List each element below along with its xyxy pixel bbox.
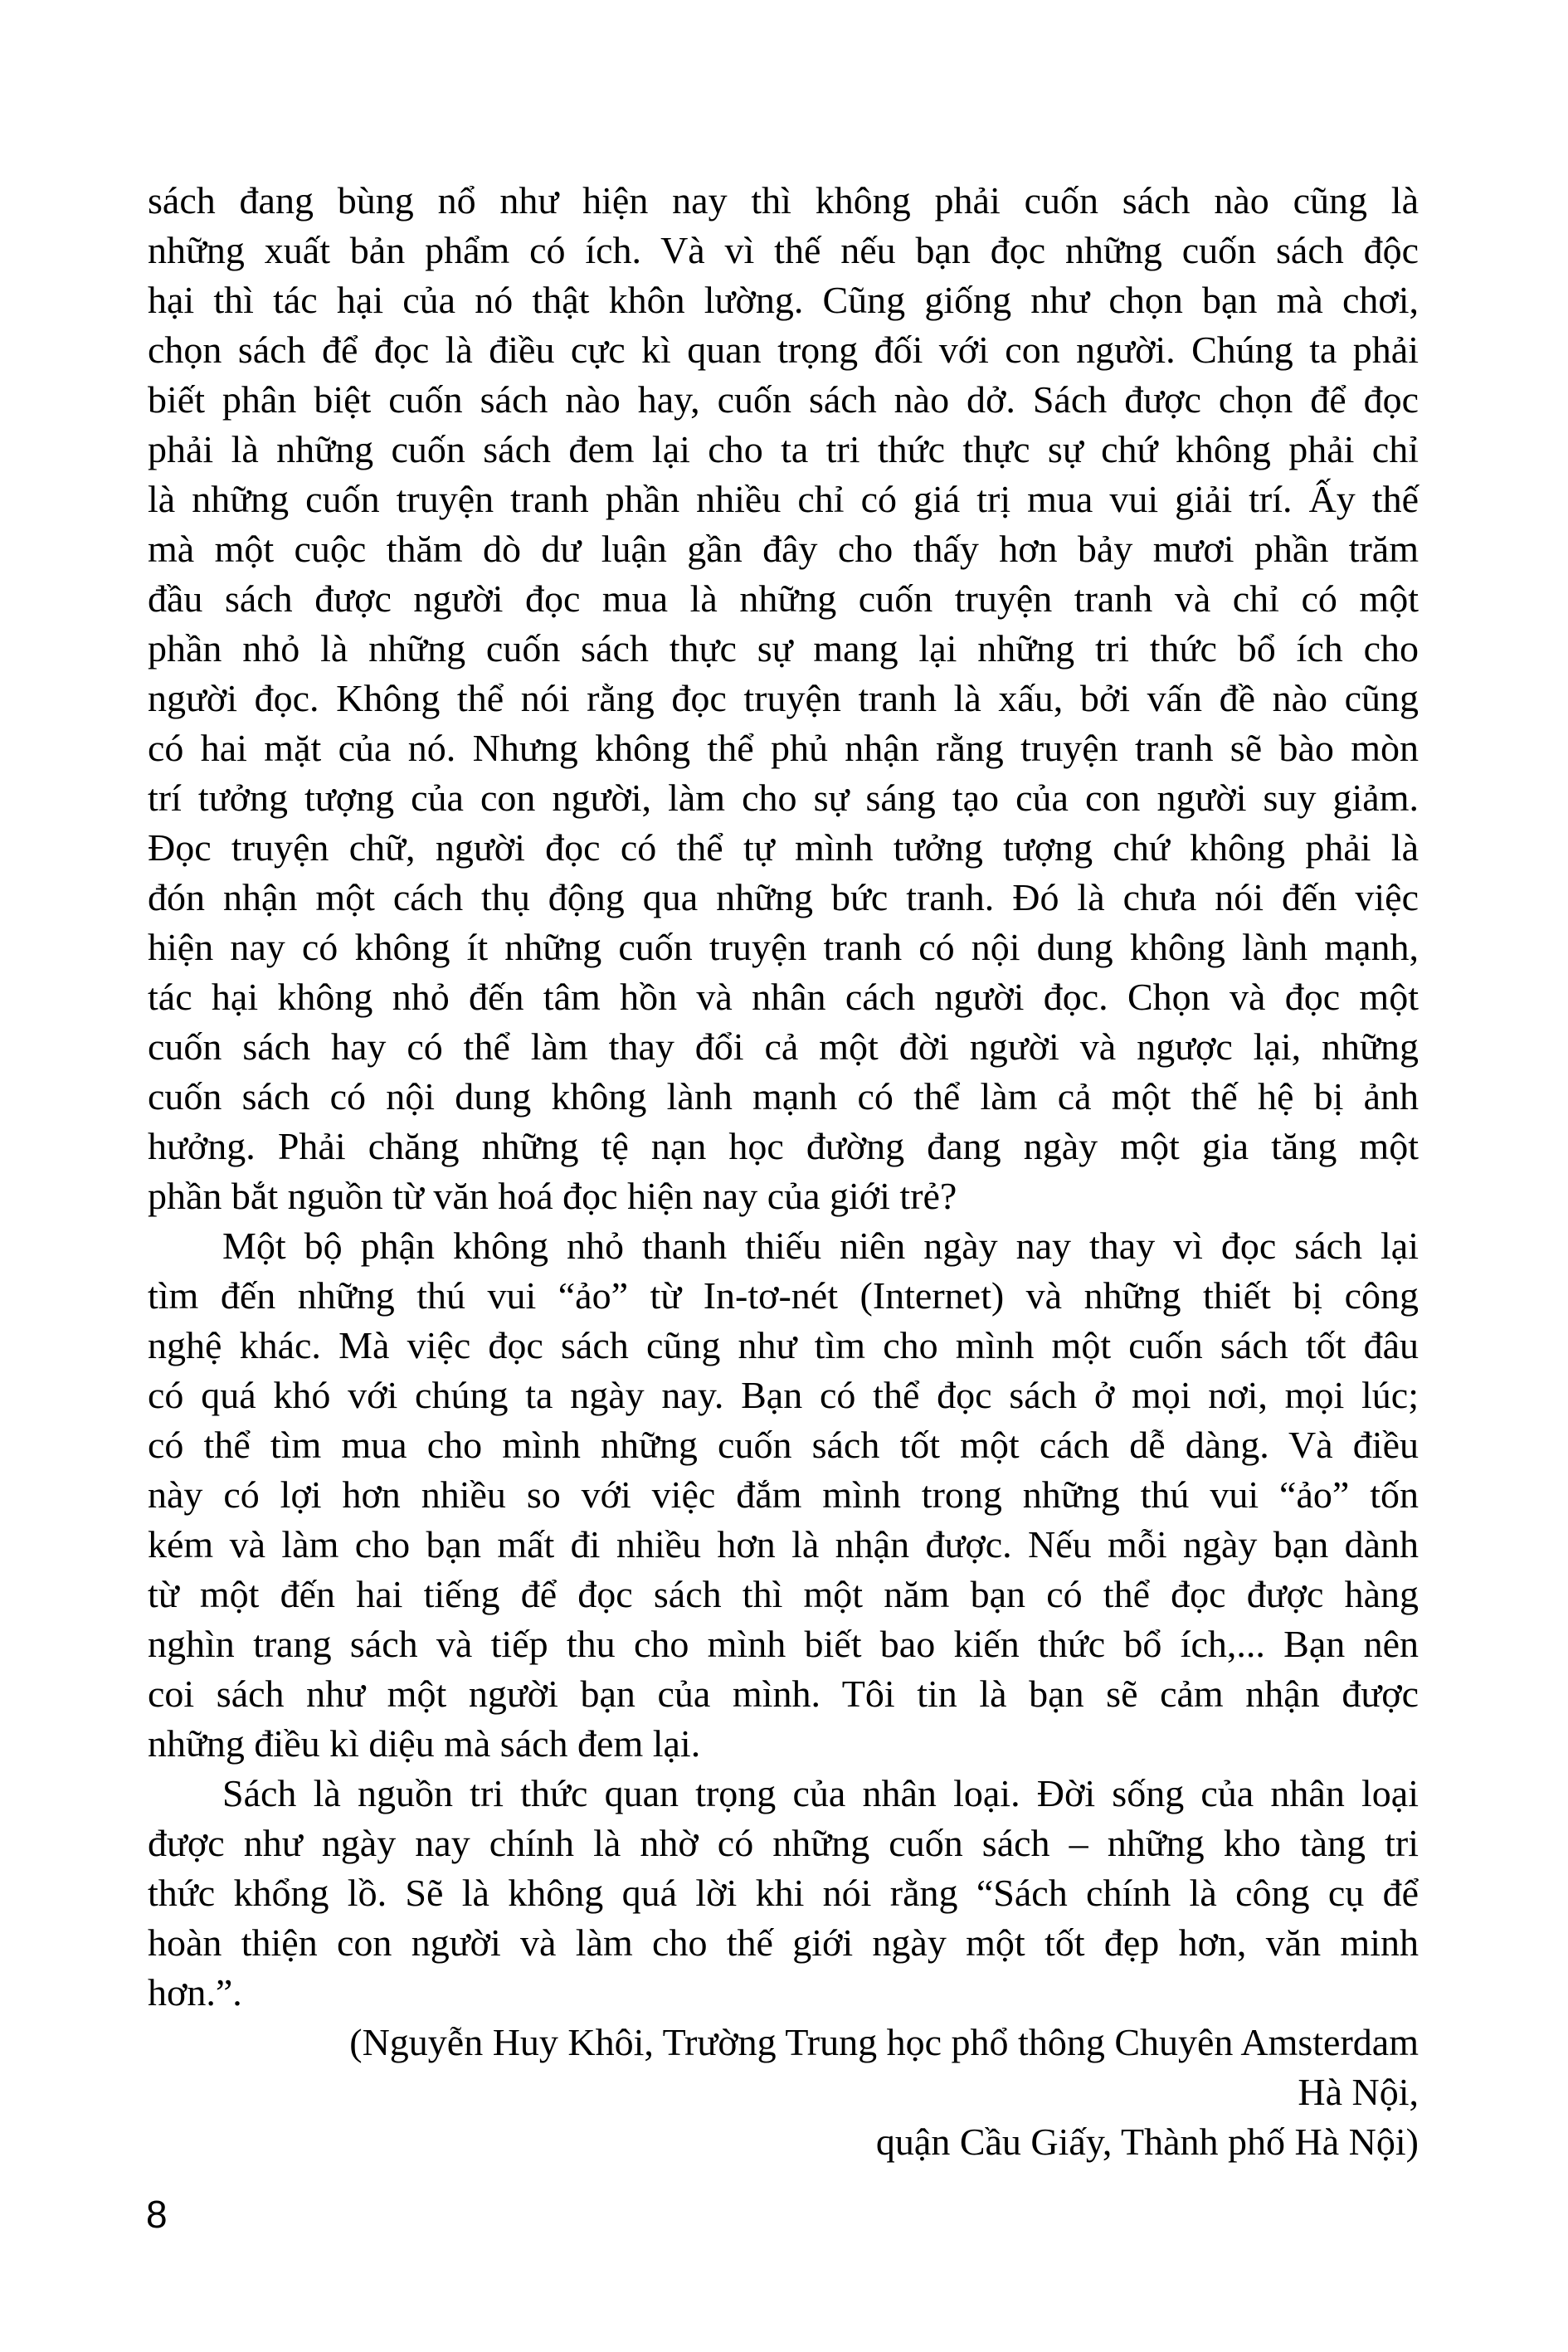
body-text-line: người đọc. Không thể nói rằng đọc truyện tranh là xấu, bởi vấn đề nào cũng [148,677,1419,719]
body-text-line: cuốn sách hay có thể làm thay đổi cả một đời người và ngược lại, những [148,1025,1419,1068]
page-number: 8 [146,2193,168,2236]
body-text-line: là những cuốn truyện tranh phần nhiều chỉ có giá trị mua vui giải trí. Ấy thế [148,478,1419,520]
body-text-line: nghìn trang sách và tiếp thu cho mình biết bao kiến thức bổ ích,... Bạn nên [148,1623,1419,1665]
body-text-line: đón nhận một cách thụ động qua những bức tranh. Đó là chưa nói đến việc [148,876,1419,918]
attribution-line: quận Cầu Giấy, Thành phố Hà Nội) [875,2121,1419,2163]
body-text-line: trí tưởng tượng của con người, làm cho sự sáng tạo của con người suy giảm. [148,777,1419,819]
body-text-line: Đọc truyện chữ, người đọc có thể tự mình tưởng tượng chứ không phải là [148,826,1419,869]
body-text-line: đầu sách được người đọc mua là những cuốn truyện tranh và chỉ có một [148,577,1419,620]
body-text-line: này có lợi hơn nhiều so với việc đắm mình trong những thú vui “ảo” tốn [148,1473,1419,1516]
body-text-line: phần nhỏ là những cuốn sách thực sự mang lại những tri thức bổ ích cho [148,627,1419,670]
body-text-line: có thể tìm mua cho mình những cuốn sách tốt một cách dễ dàng. Và điều [148,1424,1419,1466]
body-text-line: phần bắt nguồn từ văn hoá đọc hiện nay của giới trẻ? [148,1175,957,1217]
body-text-line: cuốn sách có nội dung không lành mạnh có thể làm cả một thế hệ bị ảnh [148,1075,1419,1118]
body-text-line: hoàn thiện con người và làm cho thế giới ngày một tốt đẹp hơn, văn minh [148,1921,1419,1964]
body-text-line: có quá khó với chúng ta ngày nay. Bạn có thể đọc sách ở mọi nơi, mọi lúc; [148,1374,1419,1416]
attribution-line: Hà Nội, [1298,2071,1419,2113]
body-text-line: có hai mặt của nó. Nhưng không thể phủ nhận rằng truyện tranh sẽ bào mòn [148,727,1419,769]
body-text-line: hưởng. Phải chăng những tệ nạn học đường đang ngày một gia tăng một [148,1125,1419,1167]
body-text-line: từ một đến hai tiếng để đọc sách thì một năm bạn có thể đọc được hàng [148,1573,1419,1615]
body-text-line: tìm đến những thú vui “ảo” từ In-tơ-nét (Internet) và những thiết bị công [148,1274,1419,1317]
body-text-line: Một bộ phận không nhỏ thanh thiếu niên ngày nay thay vì đọc sách lại [222,1225,1419,1267]
body-text-line: nghệ khác. Mà việc đọc sách cũng như tìm cho mình một cuốn sách tốt đâu [148,1324,1419,1366]
body-text-line: phải là những cuốn sách đem lại cho ta tri thức thực sự chứ không phải chỉ [148,428,1419,470]
body-text-line: hơn.”. [148,1971,242,2014]
body-text-line: những điều kì diệu mà sách đem lại. [148,1722,701,1765]
body-text-line: thức khổng lồ. Sẽ là không quá lời khi nói rằng “Sách chính là công cụ để [148,1872,1419,1914]
body-text-line: những xuất bản phẩm có ích. Và vì thế nếu bạn đọc những cuốn sách độc [148,229,1419,271]
body-text [148,176,1419,2167]
body-text-line: coi sách như một người bạn của mình. Tôi tin là bạn sẽ cảm nhận được [148,1673,1419,1715]
body-text-line: biết phân biệt cuốn sách nào hay, cuốn sách nào dở. Sách được chọn để đọc [148,378,1419,421]
body-text-line: chọn sách để đọc là điều cực kì quan trọng đối với con người. Chúng ta phải [148,329,1419,371]
attribution-line: (Nguyễn Huy Khôi, Trường Trung học phổ thông Chuyên Amsterdam [349,2021,1419,2063]
body-text-line: Sách là nguồn tri thức quan trọng của nhân loại. Đời sống của nhân loại [222,1772,1419,1814]
body-text-line: hại thì tác hại của nó thật khôn lường. Cũng giống như chọn bạn mà chơi, [148,279,1419,321]
body-text-line: hiện nay có không ít những cuốn truyện tranh có nội dung không lành mạnh, [148,926,1419,968]
body-text-line: sách đang bùng nổ như hiện nay thì không phải cuốn sách nào cũng là [148,179,1419,222]
body-text-line: mà một cuộc thăm dò dư luận gần đây cho thấy hơn bảy mươi phần trăm [148,528,1419,570]
body-text-line: tác hại không nhỏ đến tâm hồn và nhân cách người đọc. Chọn và đọc một [148,976,1419,1018]
body-text-line: được như ngày nay chính là nhờ có những cuốn sách – những kho tàng tri [148,1822,1419,1864]
body-text-line: kém và làm cho bạn mất đi nhiều hơn là nhận được. Nếu mỗi ngày bạn dành [148,1523,1419,1566]
